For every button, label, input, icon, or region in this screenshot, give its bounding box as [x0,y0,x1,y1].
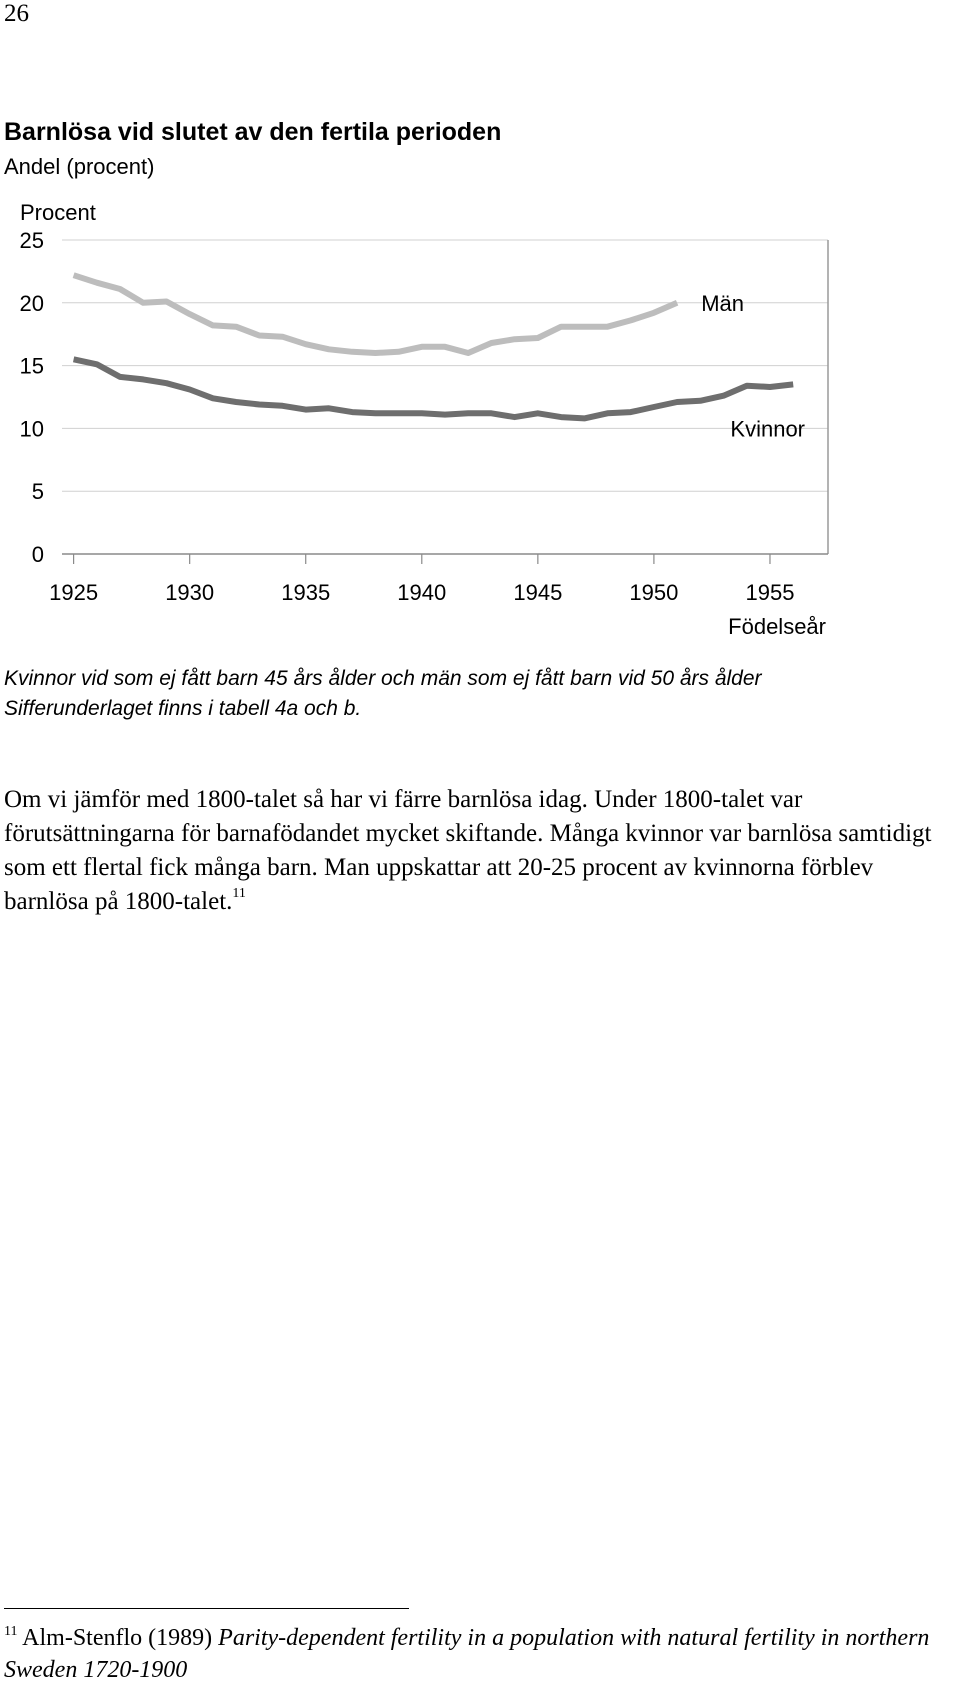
y-tick-label: 5 [31,479,44,505]
footnote-number: 11 [4,1624,18,1639]
footnote [4,1622,959,1686]
series-label: Kvinnor [730,416,805,442]
page-number: 26 [4,0,29,27]
gridlines [62,240,828,491]
footnote-reference[interactable]: 11 [232,886,246,901]
x-tick-label: 1925 [49,580,99,605]
y-tick-label: 20 [19,290,44,316]
footnote-text: Alm-Stenflo (1989) [22,1625,219,1651]
chart-title: Barnlösa vid slutet av den fertila perioden [4,118,502,146]
x-tick-label: 1945 [513,580,563,605]
y-axis-label: Procent [20,200,96,225]
caption-line-1: Kvinnor vid som ej fått barn 45 års ålder och män som ej fått barn vid 50 års ålder [4,667,762,690]
y-tick-label: 0 [31,542,44,567]
footnote-title: Parity-dependent fertility in a population with natural fertility in northern Sweden 1720-1900 [4,1625,930,1683]
x-tick-label: 1950 [629,580,679,605]
chart-caption [4,664,762,724]
chart-subtitle: Andel (procent) [4,154,155,179]
x-tick-label: 1930 [165,580,215,605]
body-paragraph [4,783,954,919]
y-tick-label: 25 [19,228,44,253]
series-label: Män [701,290,744,316]
body-paragraph-text: Om vi jämför med 1800-talet så har vi färre barnlösa idag. Under 1800-talet var förutsättningarna för barnafödandet mycket skiftande. Många kvinnor var barnlösa samtidigt som ett flertal fick många barn. Man uppskattar att 20-25 procent av kvinnorna förblev barnlösa på 1800-talet. [4,786,932,915]
x-tick-label: 1935 [281,580,331,605]
x-axis-label: Födelseår [728,614,826,639]
series-line-kvinnor [74,359,794,418]
series-line-man [74,275,678,353]
y-tick-label: 15 [19,353,44,379]
x-tick-label: 1955 [745,580,795,605]
caption-line-2: Sifferunderlaget finns i tabell 4a och b. [4,697,362,720]
tick-labels [20,228,795,605]
footnote-divider [4,1608,409,1609]
x-tick-label: 1940 [397,580,447,605]
line-chart [0,190,960,640]
series-lines [74,275,794,418]
axes [62,240,828,564]
y-tick-label: 10 [19,416,44,442]
